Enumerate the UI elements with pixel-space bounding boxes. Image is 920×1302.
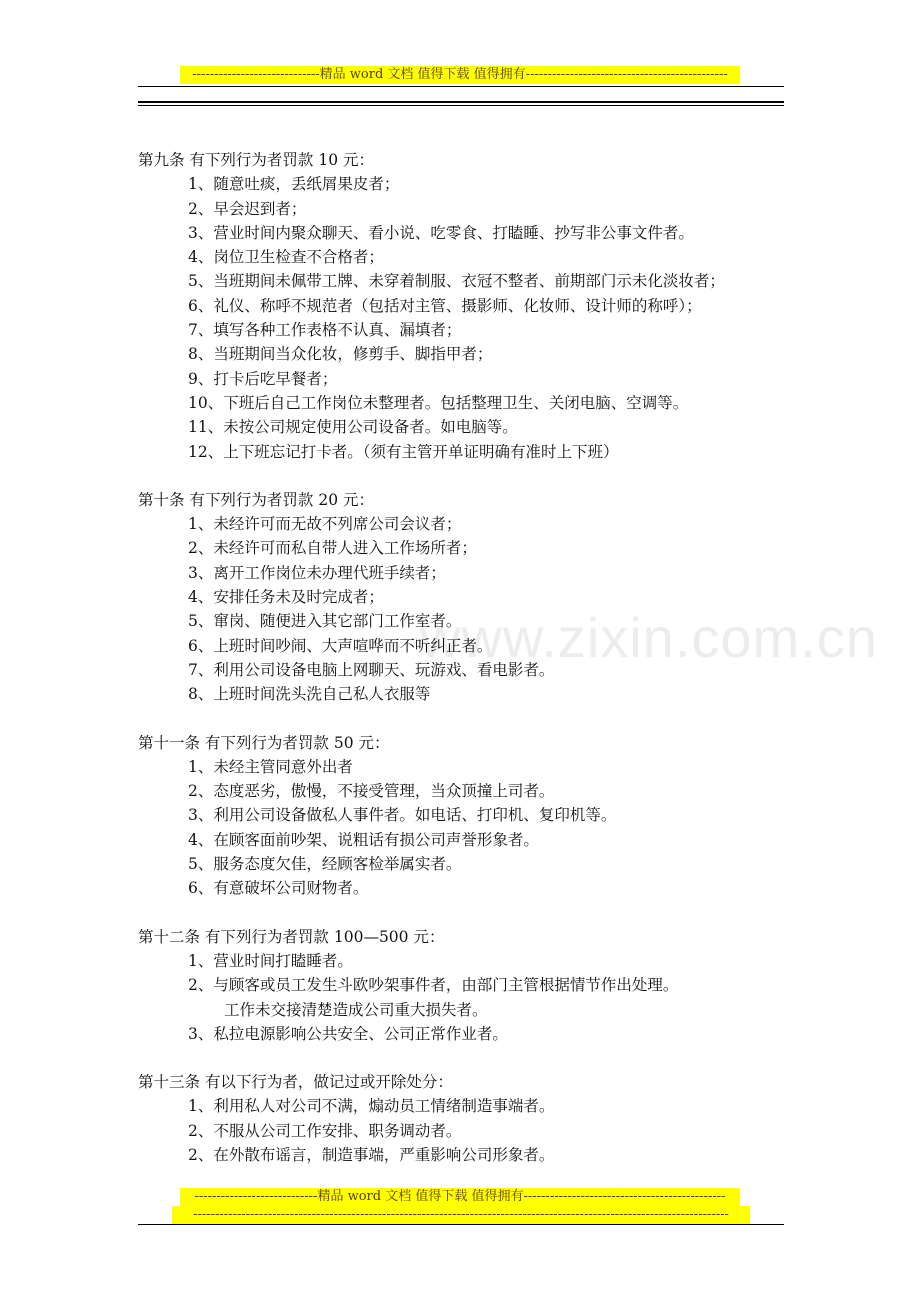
list-item: 12、上下班忘记打卡者。（须有主管开单证明确有准时上下班）: [188, 442, 619, 461]
header-rule-thin: [138, 86, 784, 87]
list-item: 6、上班时间吵闹、大声喧哗而不听纠正者。: [188, 636, 493, 655]
list-item: 2、未经许可而私自带人进入工作场所者；: [188, 539, 477, 558]
list-item: 2、态度恶劣，傲慢，不接受管理，当众顶撞上司者。: [188, 782, 555, 801]
list-item: 4、在顾客面前吵架、说粗话有损公司声誉形象者。: [188, 830, 539, 849]
list-item: 1、未经许可而无故不列席公司会议者；: [188, 515, 462, 534]
list-item: 6、礼仪、称呼不规范者（包括对主管、摄影师、化妆师、设计师的称呼）；: [188, 296, 702, 315]
list-item-continuation: 工作未交接清楚造成公司重大损失者。: [224, 1000, 488, 1019]
header-banner: -----------------------------精品 word 文档 值得下载 值得拥有----------------------------------------------: [180, 66, 740, 84]
list-item: 5、窜岗、随便进入其它部门工作室者。: [188, 612, 462, 631]
article-heading: 第十二条 有下列行为者罚款 100—500 元：: [138, 927, 445, 946]
article-11: [138, 731, 788, 901]
list-item: 1、未经主管同意外出者: [188, 757, 353, 776]
list-item: 5、当班期间未佩带工牌、未穿着制服、衣冠不整者、前期部门示未化淡妆者；: [188, 272, 725, 291]
header-rule-thin-2: [138, 105, 784, 106]
list-item: 4、安排任务未及时完成者；: [188, 588, 384, 607]
list-item: 8、上班时间洗头洗自己私人衣服等: [188, 685, 431, 704]
list-item: 6、有意破坏公司财物者。: [188, 879, 369, 898]
header-rule-thick: [138, 101, 784, 103]
article-13: [138, 1070, 788, 1167]
document-body: [138, 148, 788, 1191]
list-item: 5、服务态度欠佳，经顾客检举属实者。: [188, 855, 462, 874]
list-item: 8、当班期间当众化妆，修剪手、脚指甲者；: [188, 345, 493, 364]
article-heading: 第十一条 有下列行为者罚款 50 元：: [138, 733, 390, 752]
article-9: [138, 148, 788, 464]
list-item: 2、与顾客或员工发生斗欧吵架事件者，由部门主管根据情节作出处理。: [188, 976, 679, 995]
list-item: 7、填写各种工作表格不认真、漏填者；: [188, 321, 462, 340]
list-item: 3、私拉电源影响公共安全、公司正常作业者。: [188, 1024, 508, 1043]
list-item: 2、早会迟到者；: [188, 199, 307, 218]
list-item: 1、营业时间打瞌睡者。: [188, 951, 353, 970]
article-12: [138, 925, 788, 1046]
list-item: 1、利用私人对公司不满，煽动员工情绪制造事端者。: [188, 1097, 555, 1116]
list-item: 7、利用公司设备电脑上网聊天、玩游戏、看电影者。: [188, 660, 555, 679]
article-heading: 第十三条 有以下行为者，做记过或开除处分：: [138, 1073, 453, 1092]
article-heading: 第九条 有下列行为者罚款 10 元：: [138, 151, 375, 169]
list-item: 11、未按公司规定使用公司设备者。如电脑等。: [188, 418, 518, 437]
list-item: 2、在外散布谣言，制造事端，严重影响公司形象者。: [188, 1145, 555, 1164]
list-item: 3、离开工作岗位未办理代班手续者；: [188, 563, 446, 582]
list-item: 2、不服从公司工作安排、职务调动者。: [188, 1121, 462, 1140]
list-item: 3、营业时间内聚众聊天、看小说、吃零食、打瞌睡、抄写非公事文件者。: [188, 223, 694, 242]
list-item: 3、利用公司设备做私人事件者。如电话、打印机、复印机等。: [188, 806, 617, 825]
watermark: www.zixin.com.cn: [420, 606, 878, 669]
list-item: 9、打卡后吃早餐者；: [188, 369, 338, 388]
list-item: 1、随意吐痰，丢纸屑果皮者；: [188, 175, 400, 194]
list-item: 4、岗位卫生检查不合格者；: [188, 248, 384, 267]
article-10: [138, 488, 788, 707]
article-heading: 第十条 有下列行为者罚款 20 元：: [138, 490, 375, 509]
footer-rule: [138, 1224, 784, 1225]
footer-banner: ----------------------------精品 word 文档 值得下载 值得拥有----------------------------------------------: [180, 1188, 740, 1206]
footer-dash-line: --------------------------------------------------------------------------------------------------------------------------: [172, 1206, 750, 1224]
list-item: 10、下班后自己工作岗位未整理者。包括整理卫生、关闭电脑、空调等。: [188, 393, 689, 412]
